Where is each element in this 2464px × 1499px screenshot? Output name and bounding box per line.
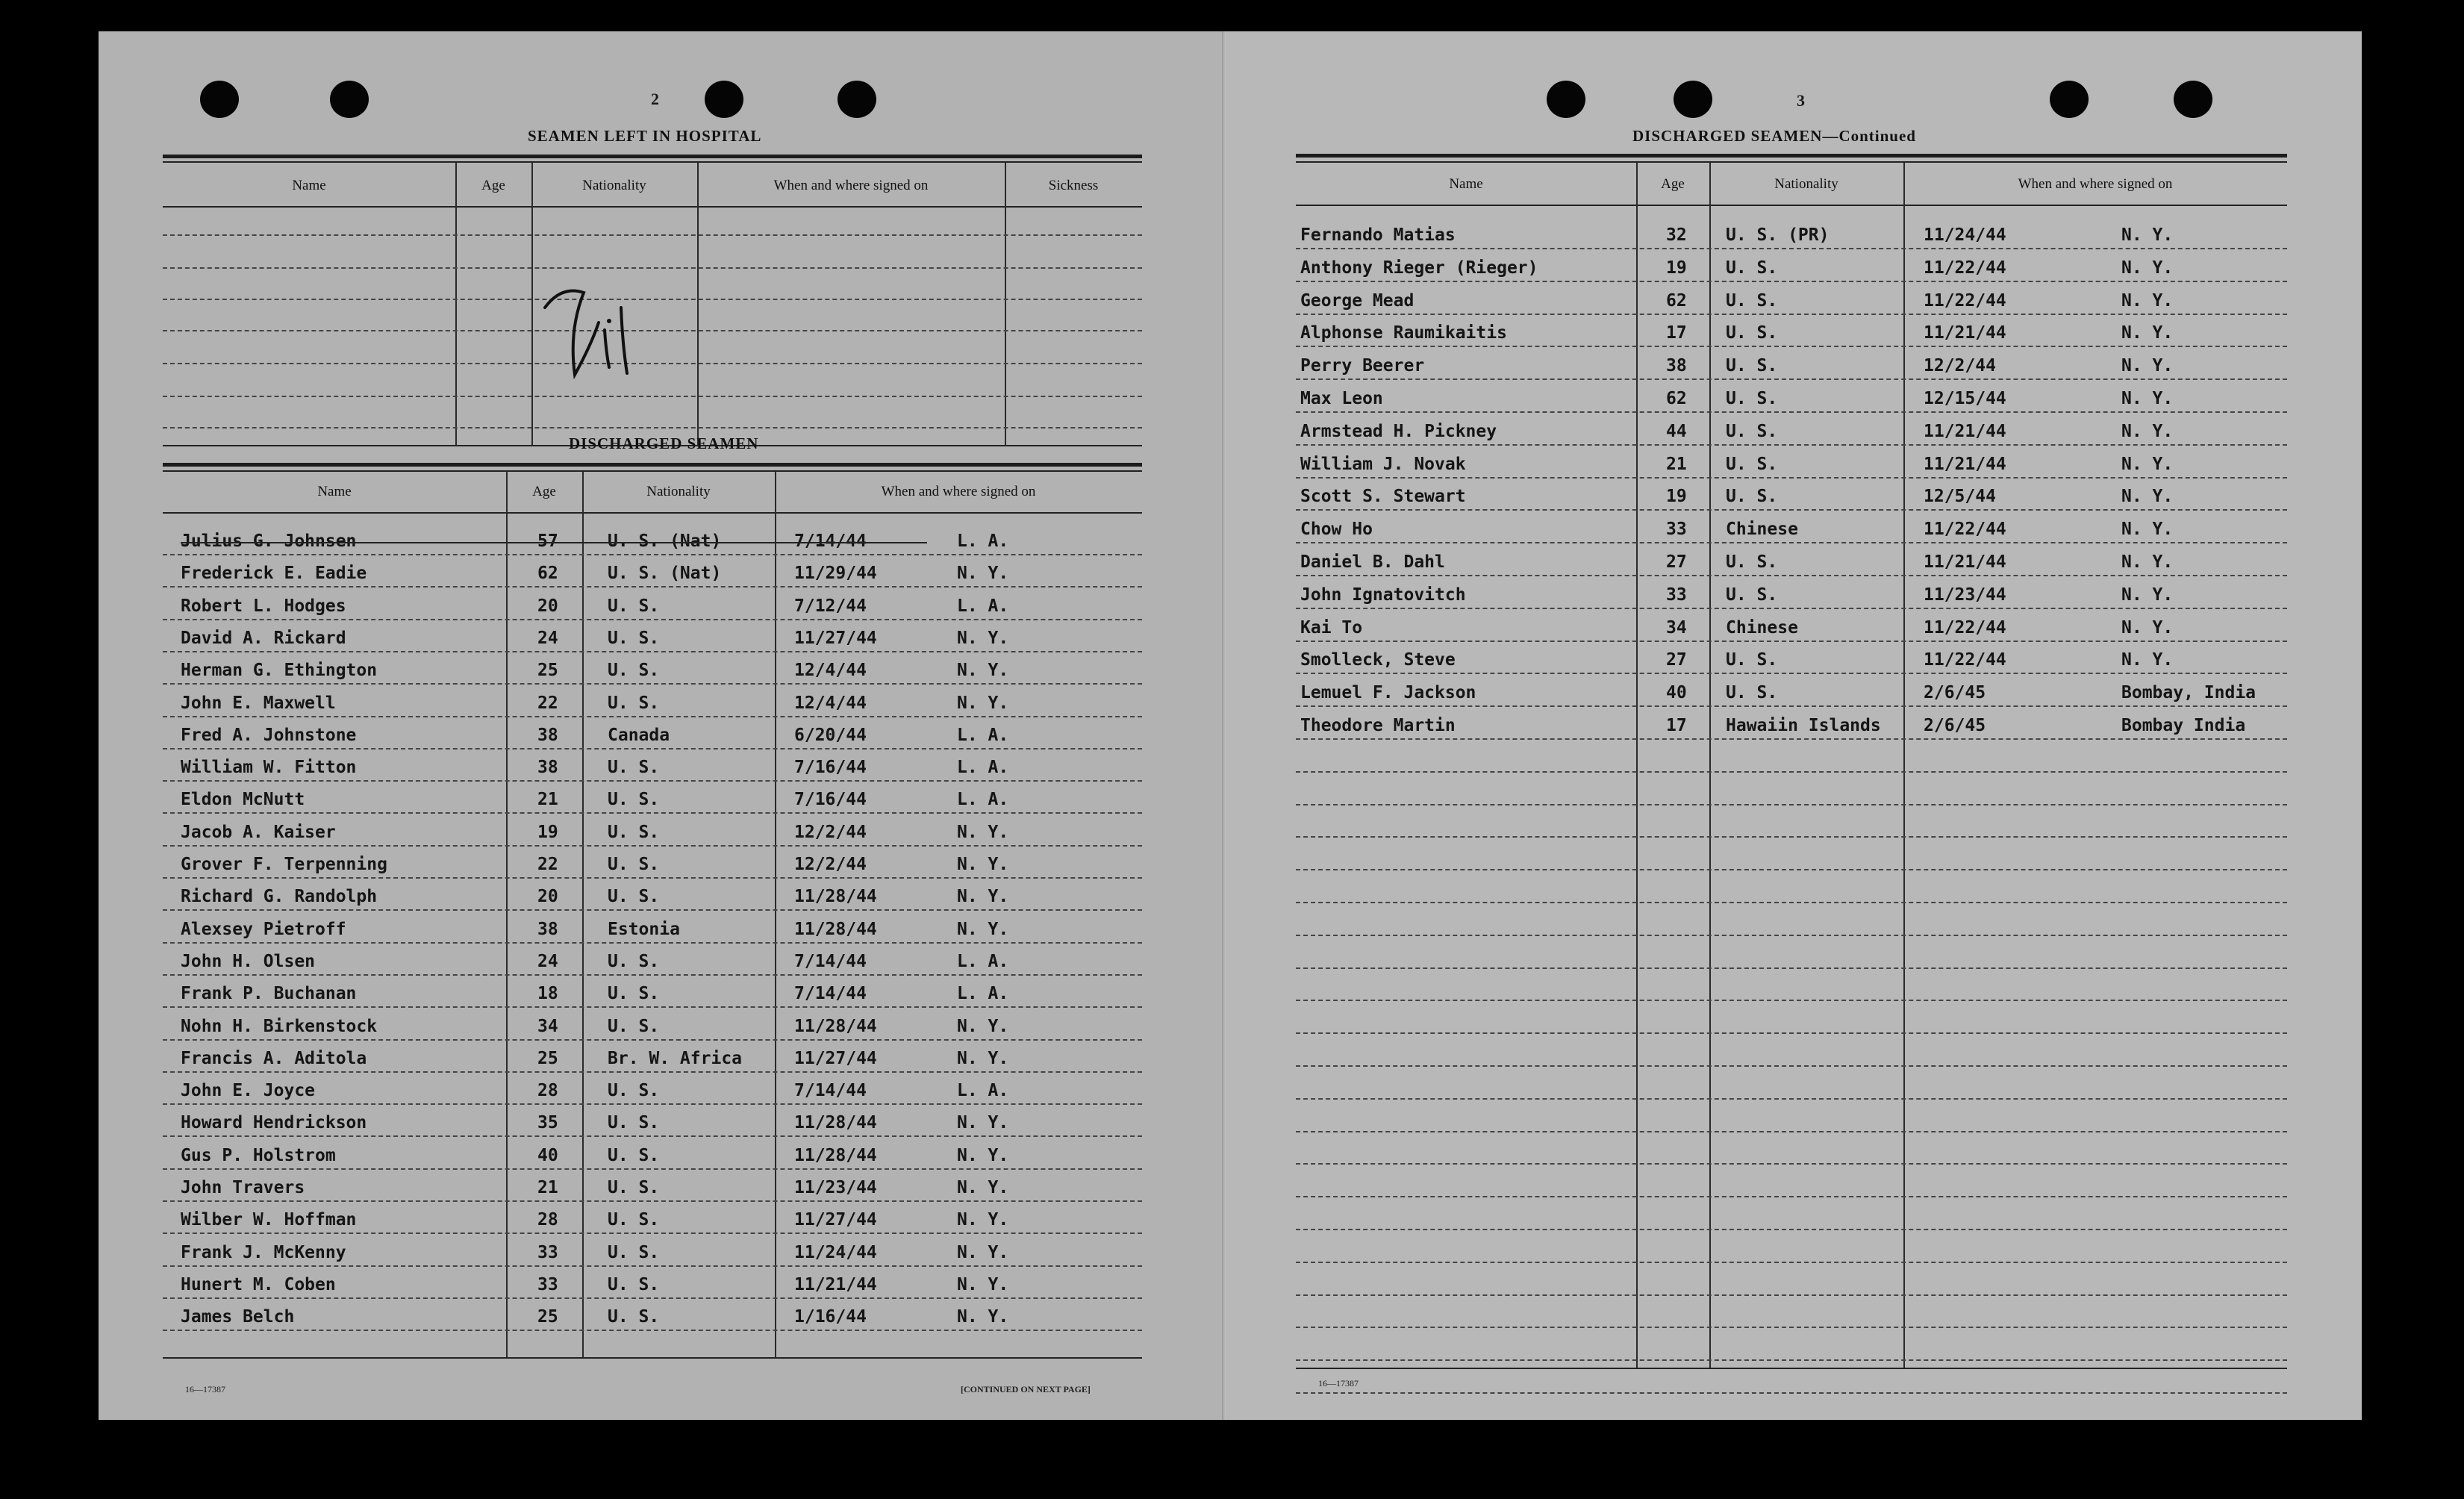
form-number: 16—17387 bbox=[185, 1384, 225, 1394]
seaman-age: 62 bbox=[1666, 389, 1687, 408]
seaman-nationality: U. S. bbox=[608, 1145, 660, 1165]
signed-on-date: 11/29/44 bbox=[794, 564, 877, 584]
signed-on-date: 11/21/44 bbox=[1924, 454, 2006, 474]
signed-on-place: N. Y. bbox=[2121, 454, 2174, 474]
seaman-age: 20 bbox=[537, 596, 558, 616]
seaman-age: 57 bbox=[537, 532, 558, 551]
crossed-out-line bbox=[181, 542, 927, 543]
signed-on-date: 1/16/44 bbox=[794, 1307, 867, 1327]
signed-on-place: N. Y. bbox=[2121, 585, 2174, 605]
signed-on-date: 11/23/44 bbox=[1924, 585, 2006, 605]
signed-on-place: L. A. bbox=[957, 758, 1009, 778]
seaman-name: Howard Hendrickson bbox=[181, 1113, 367, 1133]
seaman-name: John E. Joyce bbox=[181, 1081, 316, 1101]
seaman-name: Armstead H. Pickney bbox=[1300, 421, 1497, 441]
seaman-age: 24 bbox=[537, 951, 558, 971]
seaman-nationality: U. S. bbox=[608, 790, 660, 810]
signed-on-place: N. Y. bbox=[957, 1016, 1009, 1036]
seaman-age: 22 bbox=[537, 855, 558, 874]
signed-on-date: 11/28/44 bbox=[794, 919, 877, 939]
seaman-name: David A. Rickard bbox=[181, 628, 346, 648]
seaman-age: 32 bbox=[1666, 225, 1687, 245]
signed-on-date: 11/22/44 bbox=[1924, 617, 2006, 638]
signed-on-place: N. Y. bbox=[2121, 225, 2174, 245]
seaman-name: Lemuel F. Jackson bbox=[1300, 683, 1476, 703]
punch-hole bbox=[1547, 81, 1585, 118]
signed-on-place: N. Y. bbox=[957, 1048, 1009, 1068]
col-header-age: Age bbox=[481, 178, 505, 193]
seaman-nationality: U. S. bbox=[1726, 552, 1778, 572]
seaman-nationality: U. S. bbox=[1726, 683, 1778, 703]
seaman-nationality: U. S. (PR) bbox=[1726, 225, 1830, 245]
seaman-name: Francis A. Aditola bbox=[181, 1048, 367, 1068]
seaman-name: Chow Ho bbox=[1300, 520, 1373, 540]
signed-on-date: 11/21/44 bbox=[1924, 552, 2006, 572]
seaman-age: 33 bbox=[1666, 520, 1687, 540]
right-col-name: Name bbox=[1449, 176, 1483, 192]
discharged-col-signed-on: When and where signed on bbox=[881, 484, 1036, 499]
seaman-name: Jacob A. Kaiser bbox=[181, 822, 336, 842]
seaman-nationality: U. S. bbox=[608, 822, 660, 842]
signed-on-date: 11/27/44 bbox=[794, 1210, 877, 1230]
col-header-signed-on: When and where signed on bbox=[773, 178, 929, 193]
signed-on-date: 11/22/44 bbox=[1924, 258, 2006, 278]
punch-hole bbox=[2050, 81, 2089, 118]
seaman-age: 19 bbox=[1666, 487, 1687, 507]
seaman-name: John Ignatovitch bbox=[1300, 585, 1466, 605]
seaman-age: 34 bbox=[537, 1016, 558, 1036]
signed-on-place: N. Y. bbox=[2121, 487, 2174, 507]
seaman-age: 21 bbox=[537, 790, 558, 810]
seaman-age: 40 bbox=[1666, 683, 1687, 703]
seaman-name: Alphonse Raumikaitis bbox=[1300, 323, 1507, 343]
signed-on-date: 7/16/44 bbox=[794, 758, 867, 778]
discharged-col-name: Name bbox=[317, 484, 352, 499]
signed-on-place: N. Y. bbox=[957, 855, 1009, 874]
seaman-age: 25 bbox=[537, 1307, 558, 1327]
seaman-nationality: U. S. bbox=[608, 693, 660, 713]
discharged-section-title: DISCHARGED SEAMEN bbox=[569, 434, 759, 452]
signed-on-date: 12/2/44 bbox=[1924, 356, 1996, 376]
seaman-name: Anthony Rieger (Rieger) bbox=[1300, 258, 1538, 278]
signed-on-date: 11/22/44 bbox=[1924, 650, 2006, 670]
signed-on-place: N. Y. bbox=[957, 1113, 1009, 1133]
seaman-name: Theodore Martin bbox=[1300, 716, 1456, 735]
hospital-section-title: SEAMEN LEFT IN HOSPITAL bbox=[528, 127, 762, 145]
seaman-age: 62 bbox=[537, 564, 558, 584]
seaman-name: John Travers bbox=[181, 1178, 305, 1197]
signed-on-place: L. A. bbox=[957, 951, 1009, 971]
seaman-nationality: U. S. (Nat) bbox=[608, 564, 722, 584]
page-number: 2 bbox=[651, 90, 659, 108]
signed-on-place: N. Y. bbox=[957, 661, 1009, 681]
signed-on-date: 12/5/44 bbox=[1924, 487, 1996, 507]
seaman-age: 25 bbox=[537, 1048, 558, 1068]
seaman-name: James Belch bbox=[181, 1307, 295, 1327]
seaman-nationality: U. S. bbox=[608, 1307, 660, 1327]
seaman-name: Grover F. Terpenning bbox=[181, 855, 387, 874]
signed-on-date: 11/27/44 bbox=[794, 628, 877, 648]
document-sheet bbox=[99, 31, 2362, 1420]
seaman-age: 34 bbox=[1666, 617, 1687, 638]
seaman-name: Richard G. Randolph bbox=[181, 887, 378, 907]
signed-on-place: N. Y. bbox=[957, 919, 1009, 939]
seaman-name: Frank P. Buchanan bbox=[181, 984, 357, 1004]
signed-on-date: 11/28/44 bbox=[794, 887, 877, 907]
page-number: 3 bbox=[1797, 91, 1805, 110]
seaman-name: Robert L. Hodges bbox=[181, 596, 346, 616]
seaman-age: 38 bbox=[537, 758, 558, 778]
right-col-nationality: Nationality bbox=[1774, 176, 1838, 192]
seaman-nationality: U. S. bbox=[608, 1081, 660, 1101]
signed-on-place: N. Y. bbox=[957, 822, 1009, 842]
punch-hole bbox=[705, 81, 743, 118]
signed-on-place: N. Y. bbox=[2121, 552, 2174, 572]
seaman-nationality: U. S. bbox=[608, 661, 660, 681]
seaman-age: 62 bbox=[1666, 290, 1687, 311]
signed-on-place: N. Y. bbox=[957, 1145, 1009, 1165]
signed-on-place: L. A. bbox=[957, 1081, 1009, 1101]
punch-hole bbox=[1674, 81, 1712, 118]
signed-on-place: N. Y. bbox=[2121, 356, 2174, 376]
seaman-nationality: U. S. bbox=[608, 1113, 660, 1133]
signed-on-place: N. Y. bbox=[957, 693, 1009, 713]
signed-on-date: 11/21/44 bbox=[1924, 421, 2006, 441]
signed-on-date: 7/14/44 bbox=[794, 532, 867, 551]
seaman-nationality: U. S. (Nat) bbox=[608, 532, 722, 551]
signed-on-place: L. A. bbox=[957, 596, 1009, 616]
seaman-age: 35 bbox=[537, 1113, 558, 1133]
seaman-age: 38 bbox=[1666, 356, 1687, 376]
seaman-name: Julius G. Johnsen bbox=[181, 532, 357, 551]
signed-on-place: N. Y. bbox=[2121, 290, 2174, 311]
signed-on-date: 2/6/45 bbox=[1924, 716, 1986, 735]
signed-on-date: 7/14/44 bbox=[794, 951, 867, 971]
signed-on-place: Bombay India bbox=[2121, 716, 2246, 735]
seaman-age: 21 bbox=[1666, 454, 1687, 474]
form-number: 16—17387 bbox=[1318, 1378, 1359, 1389]
signed-on-place: N. Y. bbox=[2121, 421, 2174, 441]
signed-on-date: 11/24/44 bbox=[794, 1242, 877, 1262]
signed-on-date: 7/12/44 bbox=[794, 596, 867, 616]
right-page bbox=[1226, 31, 2362, 1420]
signed-on-place: Bombay, India bbox=[2121, 683, 2256, 703]
signed-on-date: 7/16/44 bbox=[794, 790, 867, 810]
col-header-name: Name bbox=[292, 178, 326, 193]
seaman-age: 33 bbox=[537, 1274, 558, 1294]
signed-on-place: L. A. bbox=[957, 725, 1009, 745]
seaman-name: Eldon McNutt bbox=[181, 790, 305, 810]
seaman-nationality: U. S. bbox=[1726, 323, 1778, 343]
seaman-nationality: U. S. bbox=[1726, 356, 1778, 376]
seaman-name: William J. Novak bbox=[1300, 454, 1466, 474]
nil-text: Nil bbox=[636, 382, 637, 383]
signed-on-date: 11/22/44 bbox=[1924, 290, 2006, 311]
signed-on-date: 11/28/44 bbox=[794, 1016, 877, 1036]
seaman-age: 33 bbox=[537, 1242, 558, 1262]
seaman-name: Herman G. Ethington bbox=[181, 661, 378, 681]
seaman-name: Wilber W. Hoffman bbox=[181, 1210, 357, 1230]
signed-on-place: N. Y. bbox=[2121, 617, 2174, 638]
seaman-name: John E. Maxwell bbox=[181, 693, 336, 713]
seaman-age: 44 bbox=[1666, 421, 1687, 441]
seaman-nationality: U. S. bbox=[1726, 454, 1778, 474]
seaman-age: 40 bbox=[537, 1145, 558, 1165]
signed-on-date: 6/20/44 bbox=[794, 725, 867, 745]
seaman-nationality: U. S. bbox=[1726, 650, 1778, 670]
seaman-name: Fred A. Johnstone bbox=[181, 725, 357, 745]
seaman-nationality: U. S. bbox=[608, 855, 660, 874]
seaman-nationality: U. S. bbox=[608, 887, 660, 907]
discharged-col-age: Age bbox=[532, 484, 556, 499]
seaman-nationality: Canada bbox=[608, 725, 670, 745]
seaman-name: Perry Beerer bbox=[1300, 356, 1425, 376]
punch-hole bbox=[838, 81, 876, 118]
seaman-name: William W. Fitton bbox=[181, 758, 357, 778]
seaman-nationality: U. S. bbox=[608, 596, 660, 616]
seaman-age: 28 bbox=[537, 1081, 558, 1101]
signed-on-place: N. Y. bbox=[2121, 389, 2174, 408]
seaman-age: 21 bbox=[537, 1178, 558, 1197]
signed-on-date: 11/21/44 bbox=[794, 1274, 877, 1294]
signed-on-date: 12/15/44 bbox=[1924, 389, 2006, 408]
seaman-nationality: U. S. bbox=[608, 1274, 660, 1294]
seaman-nationality: U. S. bbox=[608, 1242, 660, 1262]
seaman-name: Kai To bbox=[1300, 617, 1363, 638]
seaman-age: 19 bbox=[1666, 258, 1687, 278]
signed-on-date: 12/4/44 bbox=[794, 661, 867, 681]
seaman-nationality: Hawaiin Islands bbox=[1726, 716, 1881, 735]
seaman-nationality: U. S. bbox=[1726, 258, 1778, 278]
signed-on-place: N. Y. bbox=[2121, 520, 2174, 540]
signed-on-date: 11/24/44 bbox=[1924, 225, 2006, 245]
signed-on-date: 12/2/44 bbox=[794, 855, 867, 874]
discharged-continued-title: DISCHARGED SEAMEN—Continued bbox=[1632, 127, 1916, 145]
signed-on-date: 11/28/44 bbox=[794, 1113, 877, 1133]
signed-on-place: L. A. bbox=[957, 984, 1009, 1004]
seaman-name: Scott S. Stewart bbox=[1300, 487, 1466, 507]
signed-on-place: N. Y. bbox=[957, 1178, 1009, 1197]
seaman-age: 20 bbox=[537, 887, 558, 907]
seaman-nationality: Estonia bbox=[608, 919, 680, 939]
seaman-age: 22 bbox=[537, 693, 558, 713]
signed-on-date: 12/4/44 bbox=[794, 693, 867, 713]
seaman-nationality: U. S. bbox=[608, 628, 660, 648]
seaman-name: Smolleck, Steve bbox=[1300, 650, 1456, 670]
continued-note: [CONTINUED ON NEXT PAGE] bbox=[961, 1384, 1091, 1394]
seaman-nationality: Chinese bbox=[1726, 617, 1798, 638]
seaman-name: Hunert M. Coben bbox=[181, 1274, 336, 1294]
seaman-age: 24 bbox=[537, 628, 558, 648]
signed-on-date: 11/23/44 bbox=[794, 1178, 877, 1197]
seaman-age: 17 bbox=[1666, 716, 1687, 735]
signed-on-place: L. A. bbox=[957, 532, 1009, 551]
seaman-nationality: Chinese bbox=[1726, 520, 1798, 540]
seaman-nationality: U. S. bbox=[608, 758, 660, 778]
seaman-nationality: Br. W. Africa bbox=[608, 1048, 743, 1068]
seaman-name: Nohn H. Birkenstock bbox=[181, 1016, 378, 1036]
seaman-nationality: U. S. bbox=[608, 1178, 660, 1197]
signed-on-place: L. A. bbox=[957, 790, 1009, 810]
right-col-age: Age bbox=[1661, 176, 1685, 192]
seaman-nationality: U. S. bbox=[1726, 585, 1778, 605]
seaman-name: John H. Olsen bbox=[181, 951, 316, 971]
seaman-age: 18 bbox=[537, 984, 558, 1004]
seaman-nationality: U. S. bbox=[608, 1016, 660, 1036]
seaman-name: Max Leon bbox=[1300, 389, 1383, 408]
seaman-name: Gus P. Holstrom bbox=[181, 1145, 336, 1165]
signed-on-date: 2/6/45 bbox=[1924, 683, 1986, 703]
seaman-nationality: U. S. bbox=[1726, 421, 1778, 441]
signed-on-place: N. Y. bbox=[957, 628, 1009, 648]
punch-hole bbox=[200, 81, 239, 118]
left-page bbox=[99, 31, 1229, 1420]
seaman-name: Daniel B. Dahl bbox=[1300, 552, 1445, 572]
seaman-name: George Mead bbox=[1300, 290, 1415, 311]
signed-on-date: 7/14/44 bbox=[794, 1081, 867, 1101]
signed-on-place: N. Y. bbox=[957, 1210, 1009, 1230]
col-header-nationality: Nationality bbox=[582, 178, 646, 193]
signed-on-place: N. Y. bbox=[957, 1307, 1009, 1327]
seaman-age: 38 bbox=[537, 919, 558, 939]
seaman-nationality: U. S. bbox=[1726, 290, 1778, 311]
handwritten-nil bbox=[539, 278, 681, 390]
seaman-nationality: U. S. bbox=[608, 984, 660, 1004]
signed-on-place: N. Y. bbox=[957, 1242, 1009, 1262]
signed-on-place: N. Y. bbox=[957, 564, 1009, 584]
signed-on-date: 12/2/44 bbox=[794, 822, 867, 842]
signed-on-place: N. Y. bbox=[2121, 650, 2174, 670]
seaman-nationality: U. S. bbox=[608, 1210, 660, 1230]
col-header-sickness: Sickness bbox=[1048, 178, 1099, 193]
seaman-name: Alexsey Pietroff bbox=[181, 919, 346, 939]
punch-hole bbox=[2174, 81, 2212, 118]
signed-on-place: N. Y. bbox=[957, 887, 1009, 907]
seaman-age: 38 bbox=[537, 725, 558, 745]
signed-on-date: 11/22/44 bbox=[1924, 520, 2006, 540]
signed-on-date: 11/28/44 bbox=[794, 1145, 877, 1165]
seaman-age: 28 bbox=[537, 1210, 558, 1230]
signed-on-date: 11/21/44 bbox=[1924, 323, 2006, 343]
seaman-name: Frank J. McKenny bbox=[181, 1242, 346, 1262]
punch-hole bbox=[330, 81, 369, 118]
signed-on-place: N. Y. bbox=[2121, 323, 2174, 343]
seaman-name: Frederick E. Eadie bbox=[181, 564, 367, 584]
signed-on-date: 11/27/44 bbox=[794, 1048, 877, 1068]
seaman-age: 25 bbox=[537, 661, 558, 681]
signed-on-date: 7/14/44 bbox=[794, 984, 867, 1004]
seaman-age: 33 bbox=[1666, 585, 1687, 605]
seaman-age: 27 bbox=[1666, 650, 1687, 670]
seaman-age: 19 bbox=[537, 822, 558, 842]
discharged-col-nationality: Nationality bbox=[646, 484, 711, 499]
signed-on-place: N. Y. bbox=[957, 1274, 1009, 1294]
seaman-age: 17 bbox=[1666, 323, 1687, 343]
seaman-name: Fernando Matias bbox=[1300, 225, 1456, 245]
seaman-age: 27 bbox=[1666, 552, 1687, 572]
seaman-nationality: U. S. bbox=[1726, 389, 1778, 408]
seaman-nationality: U. S. bbox=[608, 951, 660, 971]
right-col-signed-on: When and where signed on bbox=[2018, 176, 2173, 192]
seaman-nationality: U. S. bbox=[1726, 487, 1778, 507]
signed-on-place: N. Y. bbox=[2121, 258, 2174, 278]
